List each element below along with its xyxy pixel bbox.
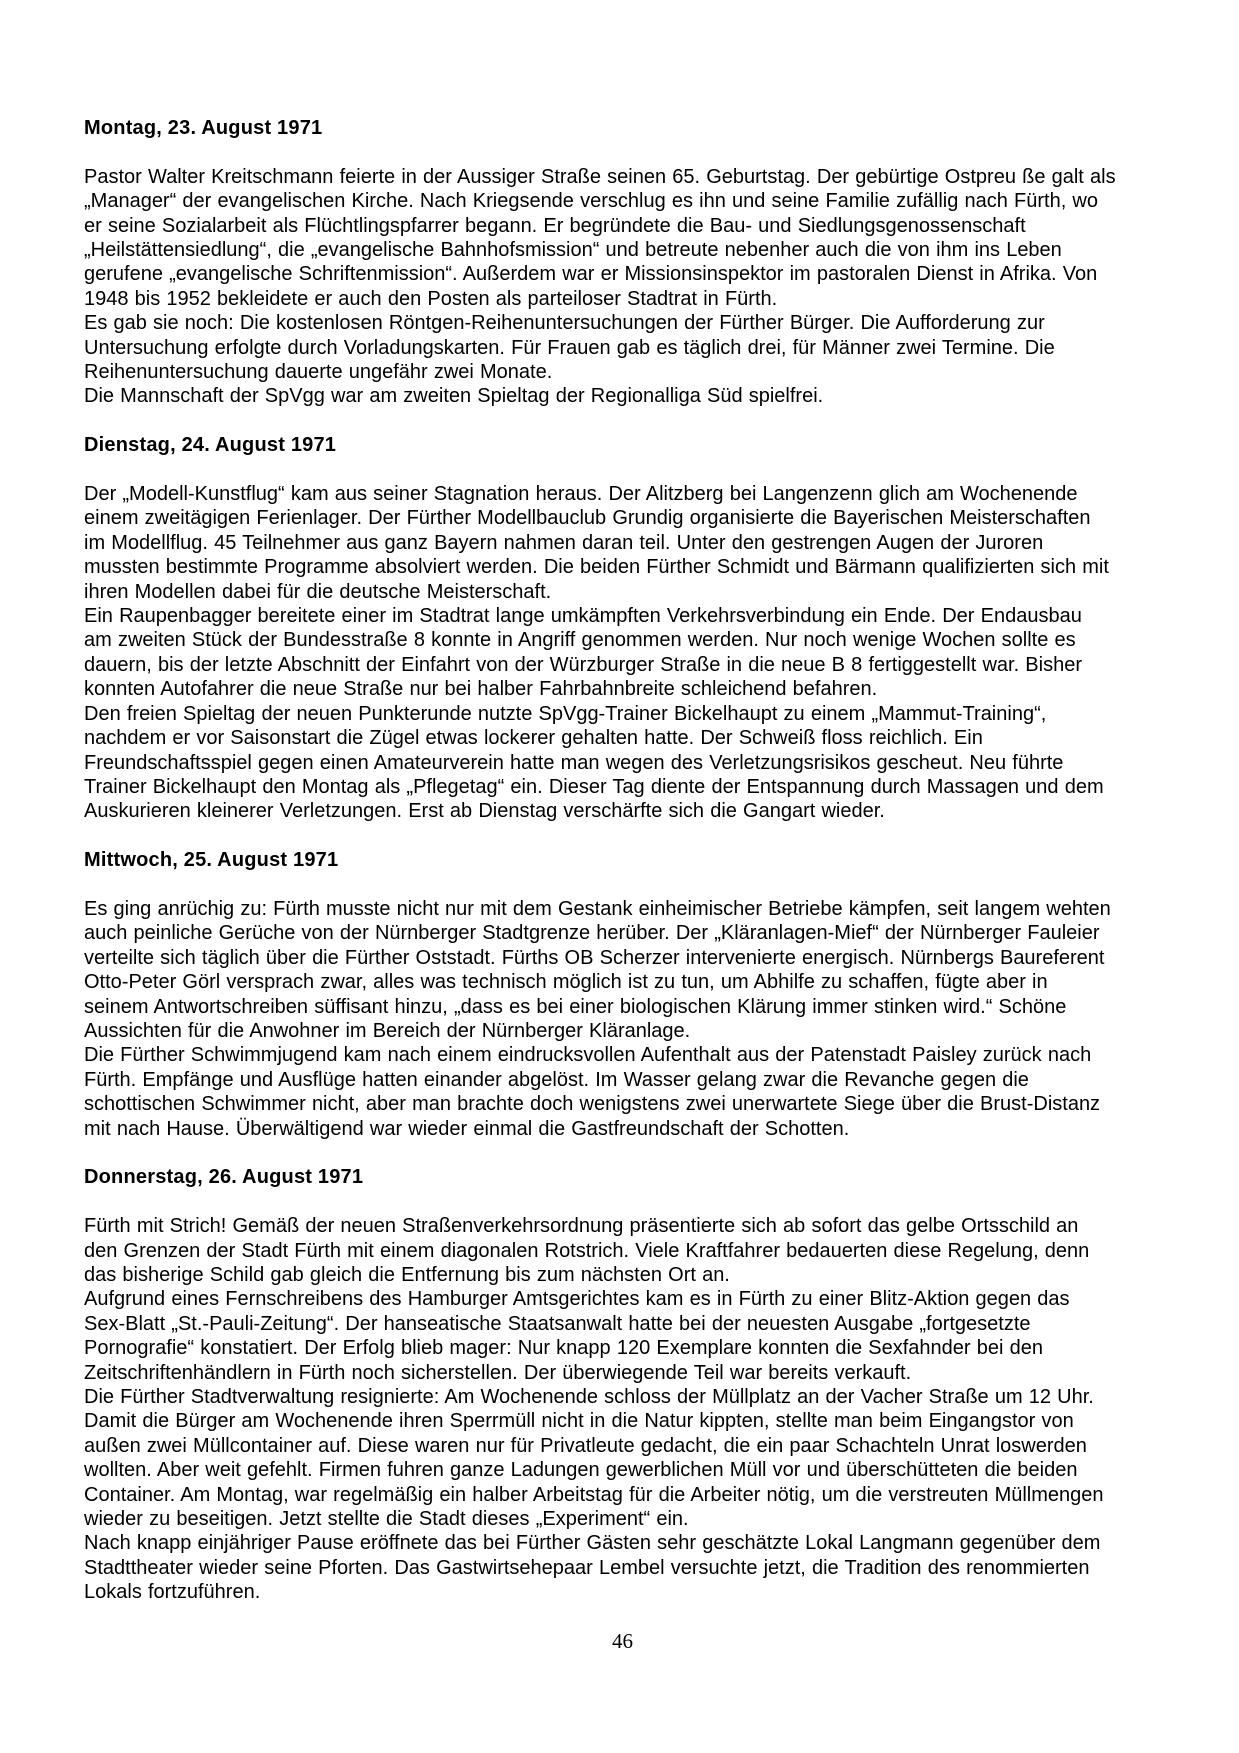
text-line: Stadttheater wieder seine Pforten. Das Gastwirtsehepaar Lembel versuchte jetzt, die Tradition des renommierten (84, 1556, 1090, 1579)
text-line: Die Fürther Schwimmjugend kam nach einem eindrucksvollen Aufenthalt aus der Patenstadt Paisley zurück nach (84, 1044, 1092, 1067)
text-line: Freundschaftsspiel gegen einen Amateurverein hatte man wegen des Verletzungsrisikos gescheut. Neu führte (84, 751, 1064, 774)
text-line: dauern, bis der letzte Abschnitt der Einfahrt von der Würzburger Straße in die neue B 8 fertiggestellt war. Bisher (84, 653, 1082, 676)
chronicle-section (84, 1165, 1161, 1604)
text-line: Container. Am Montag, war regelmäßig ein halber Arbeitstag für die Arbeiter nötig, um die verstreuten Müllmengen (84, 1483, 1104, 1506)
text-line: verteilte sich täglich über die Fürther Oststadt. Fürths OB Scherzer intervenierte energisch. Nürnbergs Baureferent (84, 946, 1105, 969)
section-paragraph (84, 1214, 1161, 1605)
text-line: Aussichten für die Anwohner im Bereich der Nürnberger Kläranlage. (84, 1019, 691, 1042)
text-line: Zeitschriftenhändlern in Fürth noch sicherstellen. Der überwiegende Teil war bereits verkauft. (84, 1361, 912, 1384)
chronicle-section (84, 848, 1161, 1141)
text-line: am zweiten Stück der Bundesstraße 8 konnte in Angriff genommen werden. Nur noch wenige Wochen sollte es (84, 629, 1076, 652)
text-line: im Modellflug. 45 Teilnehmer aus ganz Bayern nahmen daran teil. Unter den gestrengen Augen der Juroren (84, 531, 1044, 554)
text-line: Damit die Bürger am Wochenende ihren Sperrmüll nicht in die Natur kippten, stellte man beim Eingangstor von (84, 1410, 1074, 1433)
text-line: mit nach Hause. Überwältigend war wieder einmal die Gastfreundschaft der Schotten. (84, 1117, 850, 1140)
text-line: wollten. Aber weit gefehlt. Firmen fuhren ganze Ladungen gewerblichen Müll vor und überschütteten die beiden (84, 1459, 1078, 1482)
text-line: Pastor Walter Kreitschmann feierte in der Aussiger Straße seinen 65. Geburtstag. Der gebürtige Ostpreu ße galt als (84, 165, 1116, 188)
text-line: außen zwei Müllcontainer auf. Diese waren nur für Privatleute gedacht, die ein paar Schachteln Unrat loswerden (84, 1434, 1087, 1457)
text-line: einem zweitägigen Ferienlager. Der Fürther Modellbauclub Grundig organisierte die Bayerischen Meisterschaften (84, 507, 1091, 530)
text-line: Reihenuntersuchung dauerte ungefähr zwei Monate. (84, 361, 553, 384)
text-line: Es gab sie noch: Die kostenlosen Röntgen-Reihenuntersuchungen der Fürther Bürger. Die Aufforderung zur (84, 312, 1045, 335)
text-line: auch peinliche Gerüche von der Nürnberger Stadtgrenze herüber. Der „Kläranlagen-Mief“ der Nürnberger Fauleier (84, 922, 1100, 945)
text-line: Fürth mit Strich! Gemäß der neuen Straßenverkehrsordnung präsentierte sich ab sofort das gelbe Ortsschild an (84, 1215, 1079, 1238)
text-line: Die Mannschaft der SpVgg war am zweiten Spieltag der Regionalliga Süd spielfrei. (84, 385, 824, 408)
section-heading: Donnerstag, 26. August 1971 (84, 1166, 364, 1189)
text-line: nachdem er vor Saisonstart die Zügel etwas lockerer gehalten hatte. Der Schweiß floss reichlich. Ein (84, 727, 983, 750)
text-line: Lokals fortzuführen. (84, 1581, 261, 1604)
text-line: Den freien Spieltag der neuen Punkterunde nutzte SpVgg-Trainer Bickelhaupt zu einem „Mammut-Training“, (84, 702, 1047, 725)
text-line: Trainer Bickelhaupt den Montag als „Pflegetag“ ein. Dieser Tag diente der Entspannung durch Massagen und dem (84, 775, 1104, 798)
text-line: den Grenzen der Stadt Fürth mit einem diagonalen Rotstrich. Viele Kraftfahrer bedauerten diese Regelung, denn (84, 1239, 1090, 1262)
text-line: das bisherige Schild gab gleich die Entfernung bis zum nächsten Ort an. (84, 1263, 730, 1286)
text-line: Pornografie“ konstatiert. Der Erfolg blieb mager: Nur knapp 120 Exemplare konnten die Sexfahnder bei den (84, 1337, 1043, 1360)
page-footer (84, 1629, 1161, 1653)
document-body (84, 116, 1161, 1605)
text-line: 1948 bis 1952 bekleidete er auch den Posten als parteiloser Stadtrat in Fürth. (84, 287, 778, 310)
text-line: Otto-Peter Görl versprach zwar, alles was technisch möglich ist zu tun, um Abhilfe zu schaffen, fügte aber in (84, 971, 1048, 994)
text-line: ihren Modellen dabei für die deutsche Meisterschaft. (84, 580, 552, 603)
text-line: konnten Autofahrer die neue Straße nur bei halber Fahrbahnbreite schleichend befahren. (84, 678, 878, 701)
chronicle-section (84, 433, 1161, 823)
section-paragraph (84, 165, 1161, 409)
chronicle-section (84, 116, 1161, 409)
text-line: Auskurieren kleinerer Verletzungen. Erst ab Dienstag verschärfte sich die Gangart wieder. (84, 800, 885, 823)
text-line: „Manager“ der evangelischen Kirche. Nach Kriegsende verschlug es ihn und seine Familie zufällig nach Fürth, wo (84, 190, 1098, 213)
text-line: Sex-Blatt „St.-Pauli-Zeitung“. Der hanseatische Staatsanwalt hatte bei der neuesten Ausgabe „fortgesetzte (84, 1312, 1031, 1335)
section-paragraph (84, 482, 1161, 824)
page-number: 46 (612, 1629, 633, 1654)
text-line: Untersuchung erfolgte durch Vorladungskarten. Für Frauen gab es täglich drei, für Männer zwei Termine. Die (84, 336, 1055, 359)
text-line: Der „Modell-Kunstflug“ kam aus seiner Stagnation heraus. Der Alitzberg bei Langenzenn glich am Wochenende (84, 483, 1078, 506)
text-line: Es ging anrüchig zu: Fürth musste nicht nur mit dem Gestank einheimischer Betriebe kämpfen, seit langem wehten (84, 897, 1111, 920)
text-line: Fürth. Empfänge und Ausflüge hatten einander abgelöst. Im Wasser gelang zwar die Revanche gegen die (84, 1068, 1029, 1091)
text-line: Aufgrund eines Fernschreibens des Hamburger Amtsgerichtes kam es in Fürth zu einer Blitz-Aktion gegen das (84, 1288, 1070, 1311)
text-line: mussten bestimmte Programme absolviert werden. Die beiden Fürther Schmidt und Bärmann qualifizierten sich mit (84, 556, 1109, 579)
text-line: Die Fürther Stadtverwaltung resignierte: Am Wochenende schloss der Müllplatz an der Vacher Straße um 12 Uhr. (84, 1386, 1094, 1409)
text-line: „Heilstättensiedlung“, die „evangelische Bahnhofsmission“ und betreute nebenher auch die von ihm ins Leben (84, 239, 1062, 262)
text-line: Ein Raupenbagger bereitete einer im Stadtrat lange umkämpften Verkehrsverbindung ein Ende. Der Endausbau (84, 605, 1082, 628)
section-heading: Montag, 23. August 1971 (84, 117, 323, 139)
section-heading: Dienstag, 24. August 1971 (84, 434, 337, 457)
text-line: Nach knapp einjähriger Pause eröffnete das bei Fürther Gästen sehr geschätzte Lokal Langmann gegenüber dem (84, 1532, 1101, 1555)
text-line: schottischen Schwimmer nicht, aber man brachte doch wenigstens zwei unerwartete Siege über die Brust-Distanz (84, 1093, 1101, 1116)
text-line: gerufene „evangelische Schriftenmission“. Außerdem war er Missionsinspektor im pastoralen Dienst in Afrika. Von (84, 263, 1098, 286)
section-paragraph (84, 897, 1161, 1141)
section-heading: Mittwoch, 25. August 1971 (84, 849, 339, 872)
text-line: er seine Sozialarbeit als Flüchtlingspfarrer begann. Er begründete die Bau- und Siedlungsgenossenschaft (84, 214, 1026, 237)
text-line: seinem Antwortschreiben süffisant hinzu, „dass es bei einer biologischen Klärung immer stinken wird.“ Schöne (84, 995, 1067, 1018)
text-line: wieder zu beseitigen. Jetzt stellte die Stadt dieses „Experiment“ ein. (84, 1508, 689, 1531)
